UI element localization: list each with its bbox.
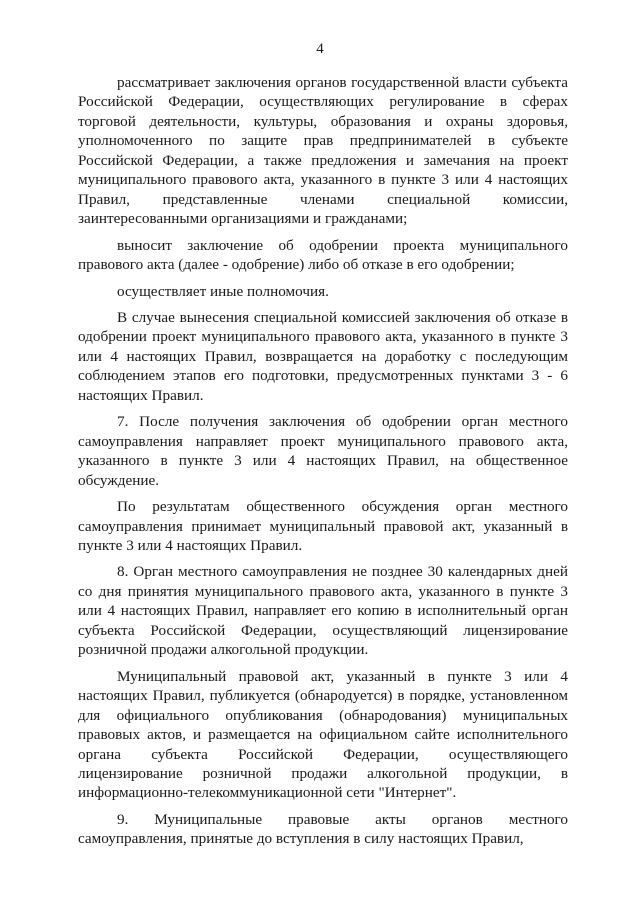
paragraph-item-8: 8. Орган местного самоуправления не позднее 30 календарных дней со дня принятия муниципального правового акта, указанного в пункте 3 или 4 настоящих Правил, направляет его копию в исполнительный орган субъекта Российской Федерации, осуществляющий лицензирование розничной продажи алкогольной продукции.: [78, 563, 568, 659]
paragraph-other-powers: осуществляет иные полномочия.: [117, 282, 329, 300]
paragraph-consideration: рассматривает заключения органов государственной власти субъекта Российской Федерации, осуществляющих регулирование в сферах торговой деятельности, культуры, образования и охраны здоровья, уполномоченного по защите прав предпринимателей в субъекте Российской Федерации, а также предложения и замечания на проект муниципального правового акта, указанного в пункте 3 или 4 настоящих Правил, представленные членами специальной комиссии, заинтересованными организациями и гражданами;: [78, 74, 568, 228]
paragraph-item-9: 9. Муниципальные правовые акты органов местного самоуправления, принятые до вступления в силу настоящих Правил,: [78, 810, 568, 848]
paragraph-approval-decision: выносит заключение об одобрении проекта муниципального правового акта (далее - одобрение) либо об отказе в его одобрении;: [78, 236, 568, 274]
page-number: 4: [316, 41, 324, 57]
paragraph-item-7: 7. После получения заключения об одобрении орган местного самоуправления направляет проект муниципального правового акта, указанного в пункте 3 или 4 настоящих Правил, на общественное обсуждение.: [78, 413, 568, 489]
document-body: [78, 73, 568, 849]
paragraph-refusal: В случае вынесения специальной комиссией заключения об отказе в одобрении проект муниципального правового акта, указанного в пункте 3 или 4 настоящих Правил, возвращается на доработку с последующим соблюдением этапов его подготовки, предусмотренных пунктами 3 - 6 настоящих Правил.: [78, 308, 568, 404]
paragraph-public-discussion: По результатам общественного обсуждения орган местного самоуправления принимает муниципальный правовой акт, указанный в пункте 3 или 4 настоящих Правил.: [78, 498, 568, 554]
paragraph-publication: Муниципальный правовой акт, указанный в пункте 3 или 4 настоящих Правил, публикуется (обнародуется) в порядке, установленном для официального опубликования (обнародования) муниципальных правовых актов, и размещается на официальном сайте исполнительного органа субъекта Российской Федерации, осуществляющего лицензирование розничной продажи алкогольной продукции, в информационно-телекоммуникационной сети "Интернет".: [78, 667, 568, 802]
